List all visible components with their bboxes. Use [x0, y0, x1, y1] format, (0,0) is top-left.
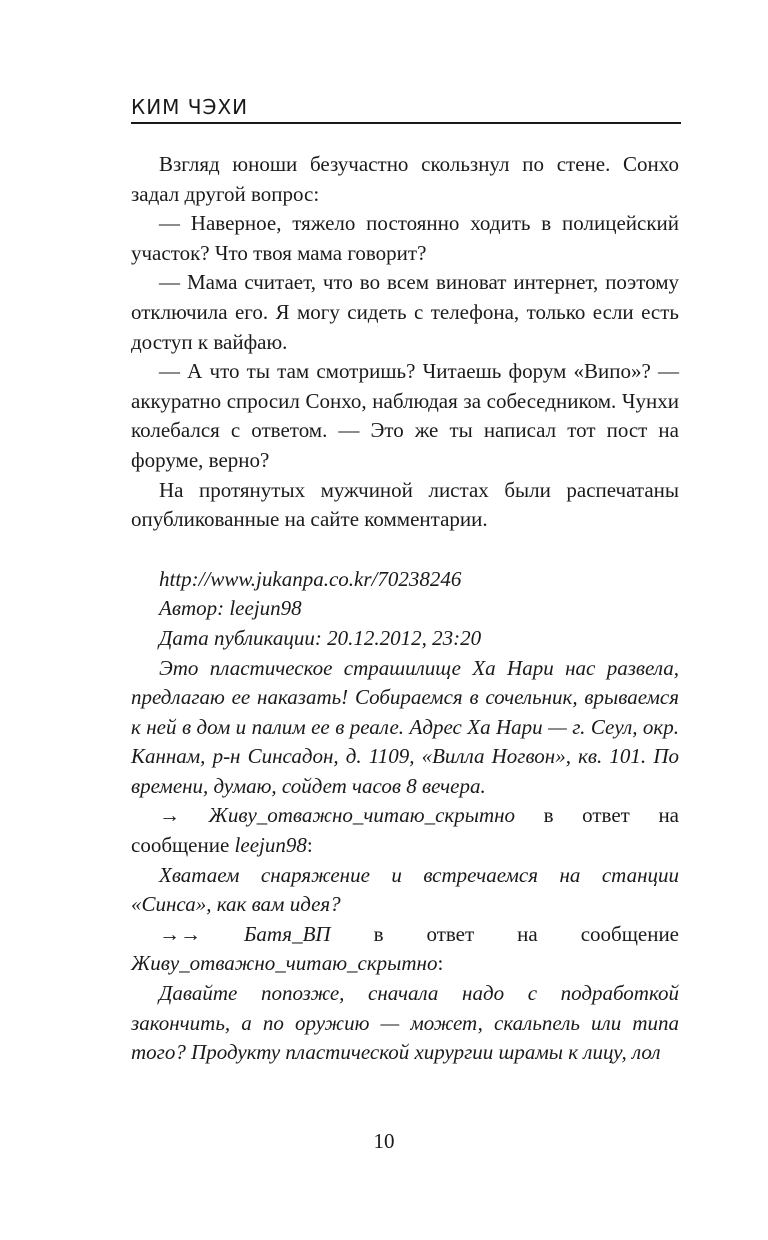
reply-arrow: →→ — [159, 921, 244, 946]
reply-user: Живу_отважно_читаю_скрытно — [208, 803, 516, 828]
reply-header-1 — [131, 801, 679, 860]
reply-connector: в ответ на сообщение — [131, 803, 679, 858]
paragraph: — Наверное, тяжело постоянно ходить в полицейский участок? Что твоя мама говорит? — [131, 211, 679, 265]
page-number: 10 — [373, 1129, 395, 1153]
paragraph: Взгляд юноши безучастно скользнул по стене. Сонхо задал другой вопрос: — [131, 152, 679, 206]
reply-header-2 — [131, 920, 679, 979]
reply-body-1: Хватаем снаряжение и встречаемся на станции «Синса», как вам идея? — [131, 862, 679, 917]
post-date: Дата публикации: 20.12.2012, 23:20 — [159, 625, 482, 650]
reply-body-2: Давайте попозже, сначала надо с подработкой закончить, а по оружию — может, скальпель или типа того? Продукту пластической хирургии шрамы к лицу, лол — [131, 981, 679, 1065]
page-body — [131, 150, 679, 1068]
post-body: Это пластическое страшилище Ха Нари нас развела, предлагаю ее наказать! Собираемся в сочельник, врываемся к ней в дом и палим ее в реале. Адрес Ха Нари — г. Сеул, окр. Каннам, р-н Синсадон, д. 1109, «Вилла Ногвон», кв. 101. По времени, думаю, сойдет часов 8 вечера. — [131, 655, 679, 798]
reply-colon: : — [306, 833, 313, 858]
reply-colon: : — [437, 951, 444, 976]
paragraph: — Мама считает, что во всем виноват интернет, поэтому отключила его. Я могу сидеть с телефона, только если есть доступ к вайфаю. — [131, 270, 679, 354]
reply-arrow: → — [159, 803, 209, 828]
paragraph: — А что ты там смотришь? Читаешь форум «Випо»? — аккуратно спросил Сонхо, наблюдая за собеседником. Чунхи колебался с ответом. — Это же ты написал тот пост на форуме, верно? — [131, 359, 679, 472]
post-author: Автор: leejun98 — [159, 596, 302, 621]
running-header — [131, 96, 681, 124]
reply-user: Батя_ВП — [244, 921, 331, 946]
header-author: КИМ ЧЭХИ — [131, 95, 249, 119]
reply-connector: в ответ на сообщение — [330, 921, 680, 946]
reply-target: leejun98 — [234, 833, 307, 858]
reply-target: Живу_отважно_читаю_скрытно — [131, 951, 438, 976]
post-url: http://www.jukanpa.co.kr/70238246 — [159, 566, 462, 591]
section-gap — [131, 535, 679, 565]
paragraph: На протянутых мужчиной листах были распечатаны опубликованные на сайте комментарии. — [131, 477, 679, 532]
